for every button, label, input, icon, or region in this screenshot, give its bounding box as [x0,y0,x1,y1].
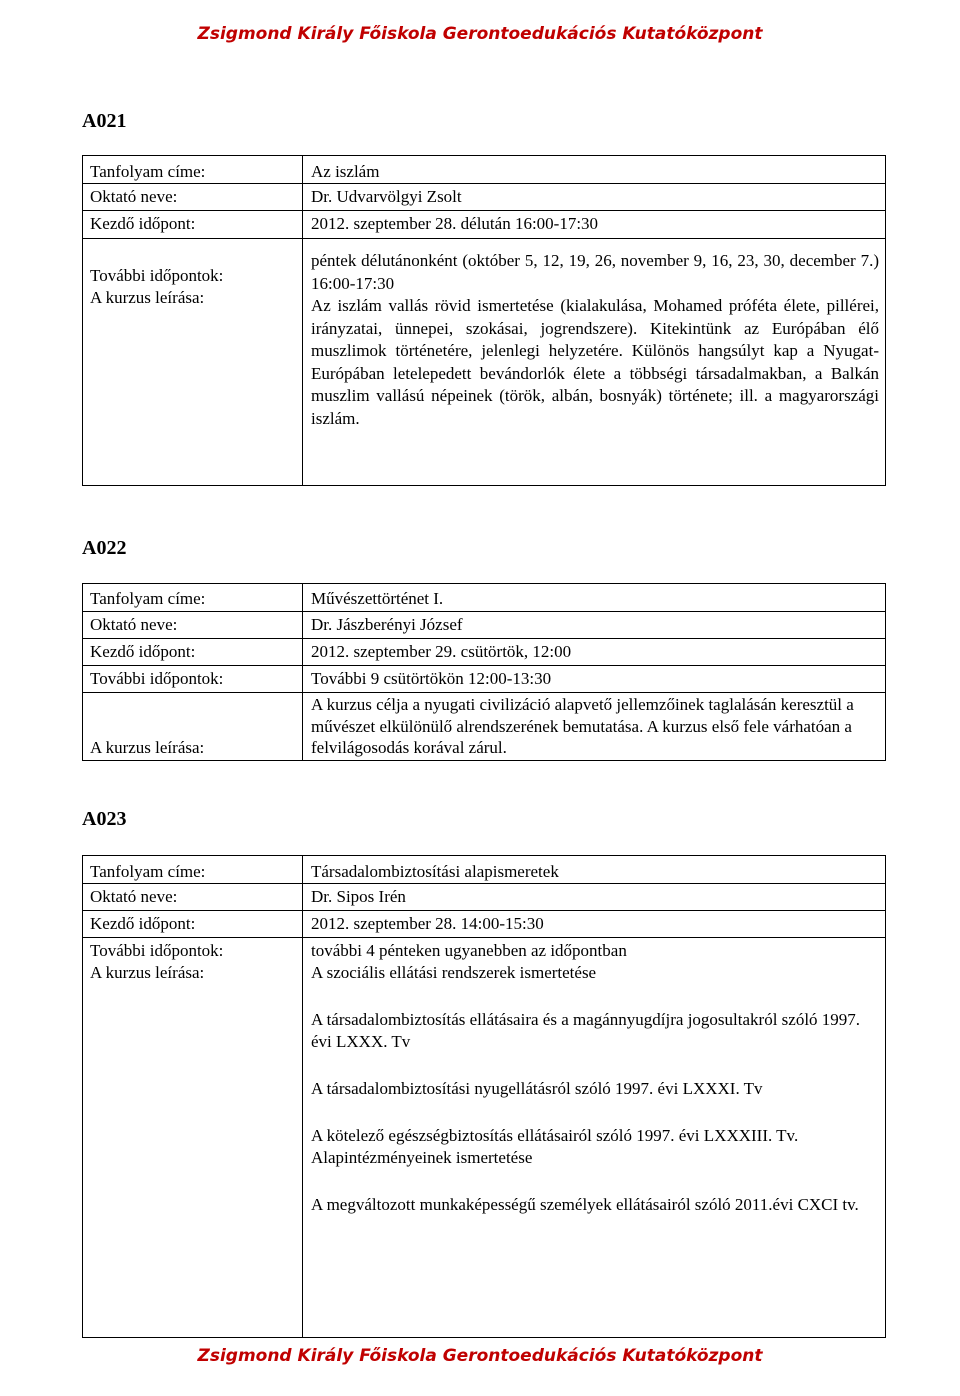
description-paragraph: A társadalombiztosítási nyugellátásról szóló 1997. évi LXXXI. Tv [311,1079,763,1098]
label-more-times: További időpontok: [90,266,224,285]
label-teacher: Oktató neve: [83,184,303,211]
label-teacher: Oktató neve: [83,884,303,911]
course-description: A kurzus célja a nyugati civilizáció alapvető jellemzőinek taglalásán keresztül a művészet elkülönülő alrendszerének bemutatása. A kurzus első fele várhatóan a felvilágosodás korával zárul. [303,693,886,761]
start-time: 2012. szeptember 29. csütörtök, 12:00 [303,639,886,666]
description-paragraph: A szociális ellátási rendszerek ismertetése [311,963,597,982]
more-and-description [303,938,886,1338]
course-description: Az iszlám vallás rövid ismertetése (kialakulása, Mohamed próféta élete, pillérei, irányzatai, ünnepei, szokásai, jogrendszere). Kitekintünk az Európában élő muszlimok történetére, jelenlegi helyzetére. Különös hangsúlyt kap a Nyugat-Európában letelepedett bevándorlók élete a többségi társadalmakban, a Balkán muszlim vallású népeinek (török, albán, bosnyák) története; ill. a magyarországi iszlám. [311,296,879,428]
teacher-name: Dr. Jászberényi József [303,612,886,639]
header-banner: Zsigmond Király Főiskola Gerontoedukációs Kutatóközpont [197,24,763,44]
label-description: A kurzus leírása: [90,288,205,307]
course-table-a022 [82,583,886,761]
label-start-time: Kezdő időpont: [83,911,303,938]
start-time: 2012. szeptember 28. délután 16:00-17:30 [303,211,886,239]
course-table-a021 [82,155,886,486]
label-course-title: Tanfolyam címe: [83,856,303,884]
description-paragraph: A társadalombiztosítás ellátásaira és a magánnyugdíjra jogosultakról szóló 1997. évi LXXX. Tv [311,1010,861,1051]
course-code: A023 [82,808,127,830]
teacher-name: Dr. Udvarvölgyi Zsolt [303,184,886,211]
label-more-times: További időpontok: [83,666,303,693]
label-group [83,239,303,486]
description-paragraph: A megváltozott munkaképességű személyek ellátásairól szóló 2011.évi CXCI tv. [311,1195,859,1214]
label-description: A kurzus leírása: [90,963,205,982]
footer-banner: Zsigmond Király Főiskola Gerontoedukációs Kutatóközpont [197,1346,763,1366]
more-times: további 4 pénteken ugyanebben az időpontban [311,941,627,960]
label-teacher: Oktató neve: [83,612,303,639]
more-times: További 9 csütörtökön 12:00-13:30 [303,666,886,693]
course-code: A022 [82,537,127,559]
more-times: péntek délutánonként (október 5, 12, 19, 26, november 9, 16, 23, 30, december 7.) 16:00-17:30 [311,251,879,293]
label-start-time: Kezdő időpont: [83,639,303,666]
teacher-name: Dr. Sipos Irén [303,884,886,911]
course-title: Társadalombiztosítási alapismeretek [303,856,886,884]
label-description: A kurzus leírása: [83,693,303,761]
course-title: Művészettörténet I. [303,584,886,612]
label-course-title: Tanfolyam címe: [83,156,303,184]
label-start-time: Kezdő időpont: [83,211,303,239]
start-time: 2012. szeptember 28. 14:00-15:30 [303,911,886,938]
label-group [83,938,303,1138]
description-paragraph: A kötelező egészségbiztosítás ellátásairól szóló 1997. évi LXXXIII. Tv. Alapintézményeinek ismertetése [311,1126,799,1167]
more-and-description [303,239,886,486]
course-code: A021 [82,110,127,132]
label-course-title: Tanfolyam címe: [83,584,303,612]
course-table-a023 [82,855,886,1338]
course-title: Az iszlám [303,156,886,184]
label-spacer [83,1138,303,1338]
label-more-times: További időpontok: [90,941,224,960]
